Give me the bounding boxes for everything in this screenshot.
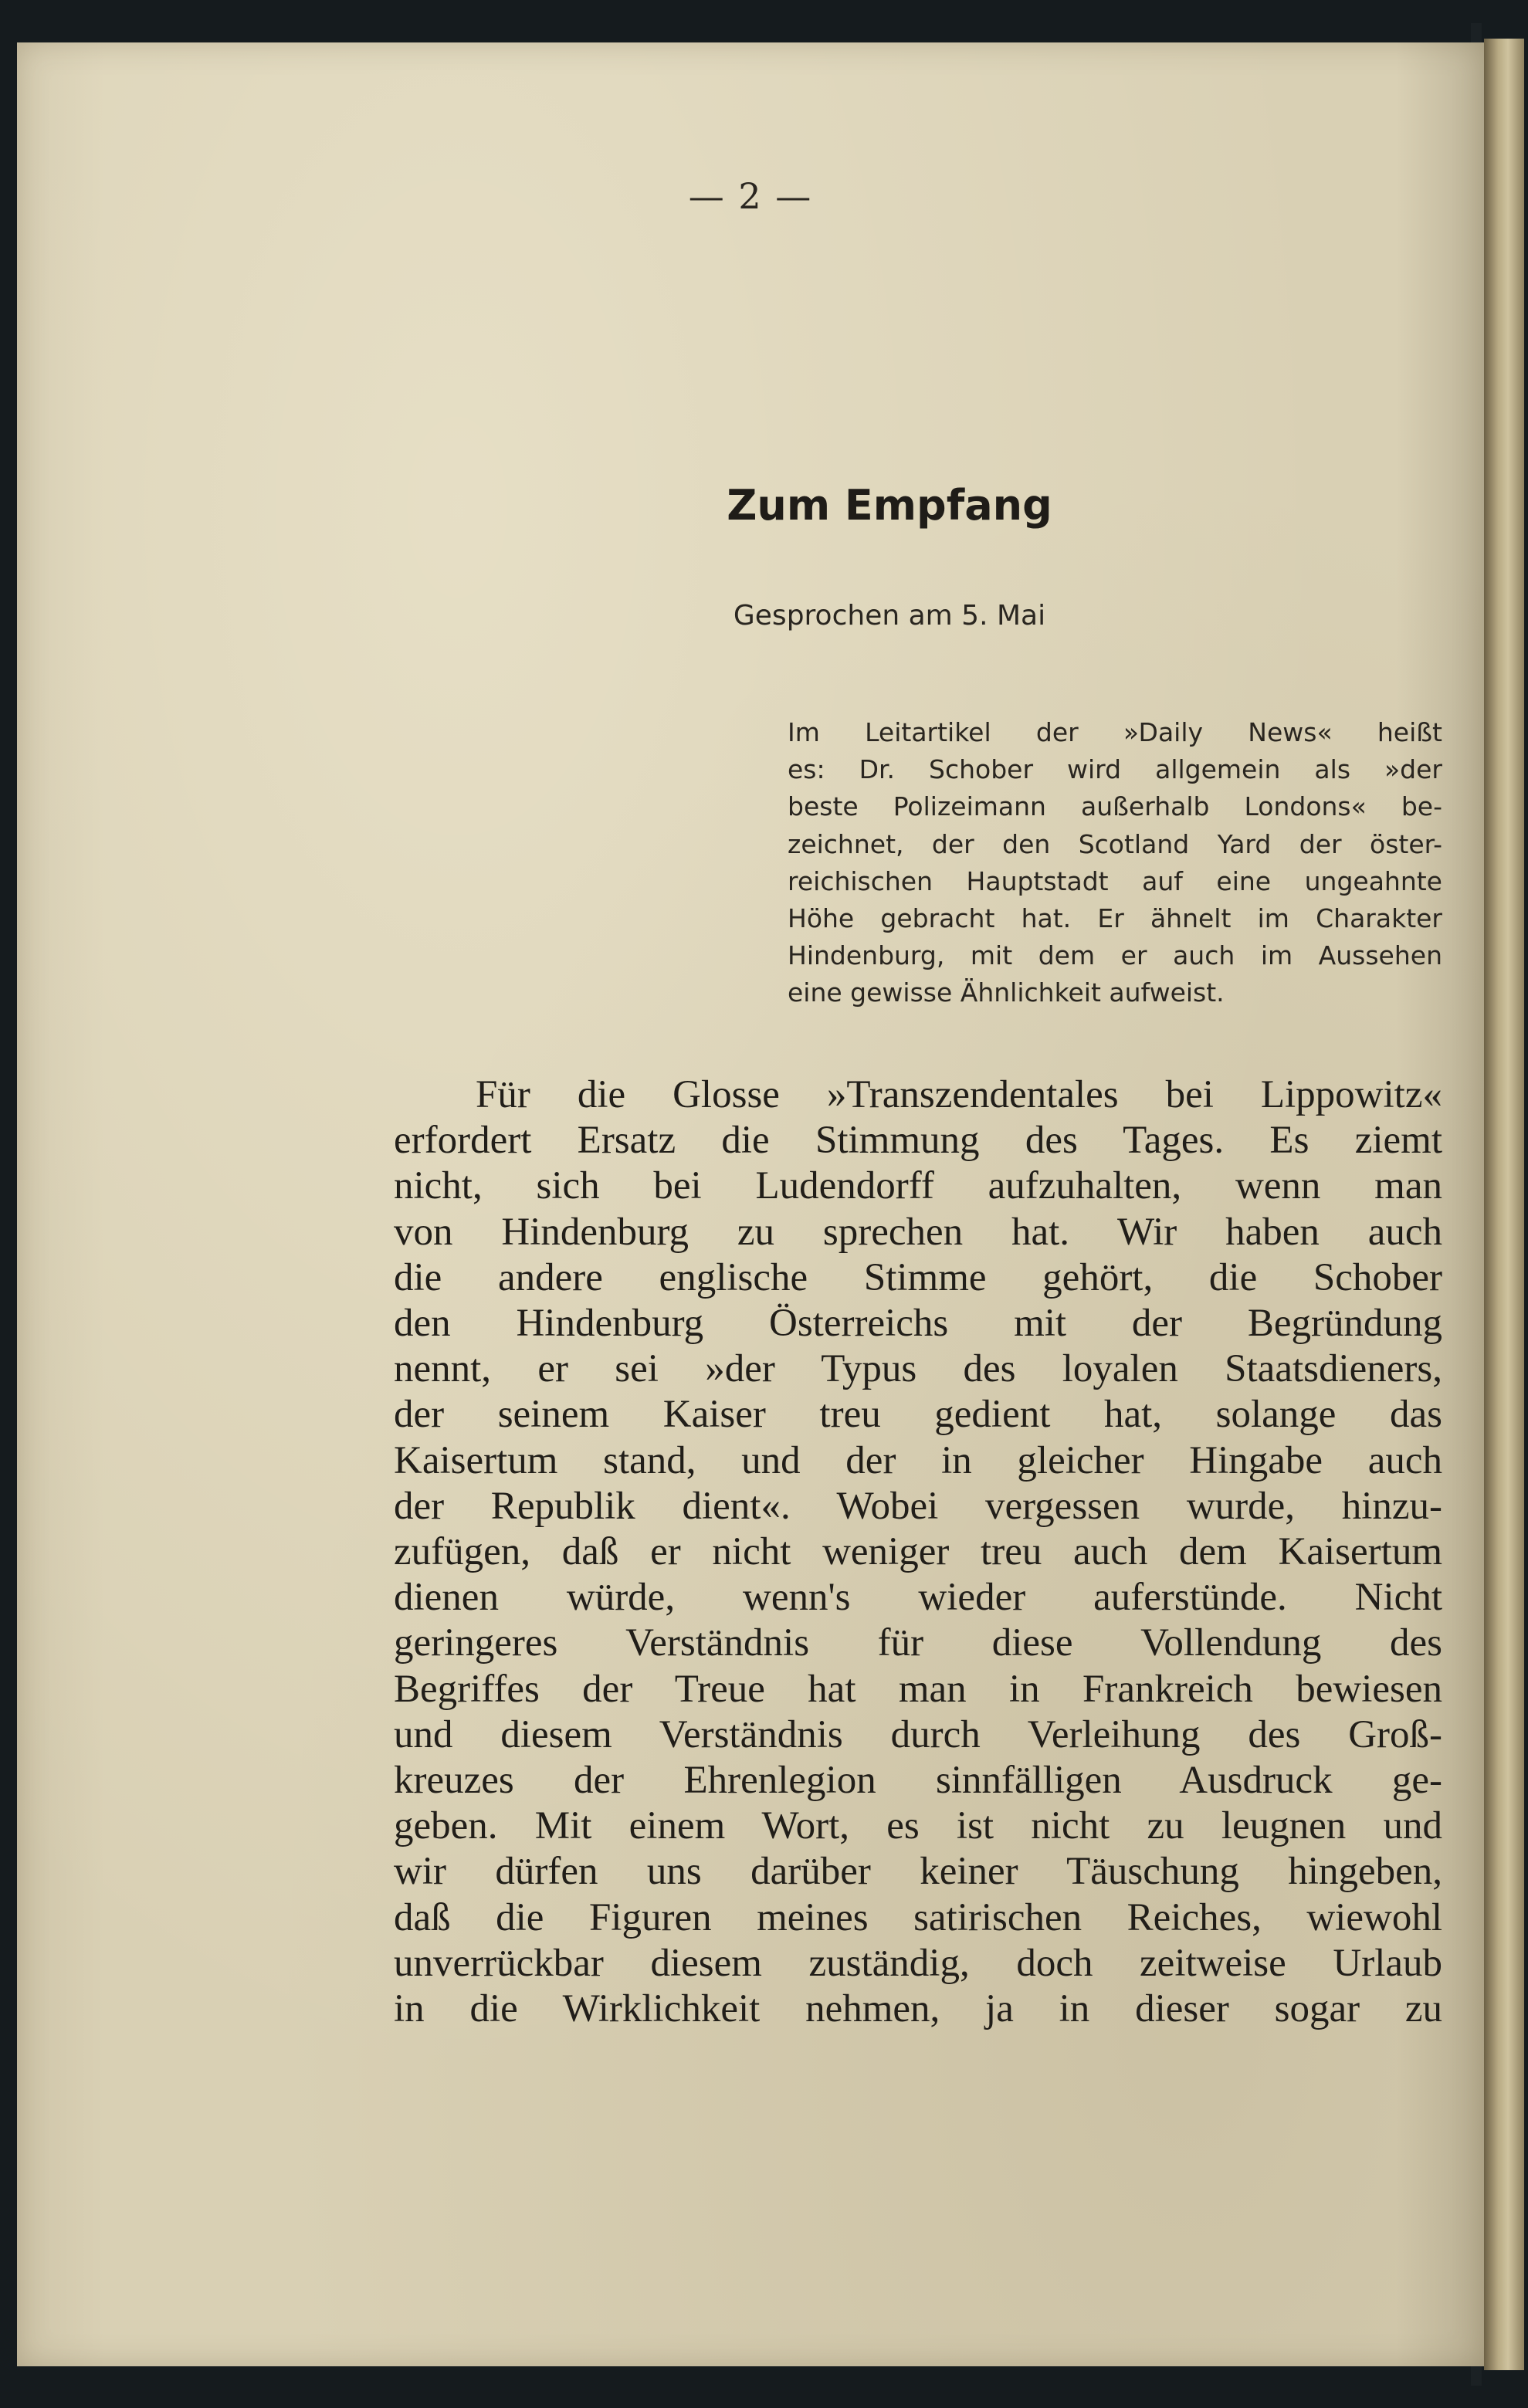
body-line: dienen würde, wenn's wieder auferstünde. Nicht xyxy=(394,1576,1442,1620)
body-line: der Republik dient«. Wobei vergessen wurde, hinzu- xyxy=(394,1484,1442,1528)
body-line: kreuzes der Ehrenlegion sinnfälligen Ausdruck ge- xyxy=(394,1759,1442,1803)
section-title: Zum Empfang xyxy=(727,481,1052,530)
body-paragraph xyxy=(394,1072,1442,2032)
epigraph-quote xyxy=(788,714,1442,1012)
body-line: der seinem Kaiser treu gedient hat, solange das xyxy=(394,1393,1442,1437)
body-line: geben. Mit einem Wort, es ist nicht zu leugnen und xyxy=(394,1804,1442,1848)
body-line: Für die Glosse »Transzendentales bei Lippowitz« xyxy=(476,1073,1442,1116)
epigraph-line: Höhe gebracht hat. Er ähnelt im Charakter xyxy=(788,903,1442,934)
body-line: den Hindenburg Österreichs mit der Begründung xyxy=(394,1302,1442,1346)
body-line: Kaisertum stand, und der in gleicher Hingabe auch xyxy=(394,1438,1442,1482)
body-line: Begriffes der Treue hat man in Frankreich bewiesen xyxy=(394,1667,1442,1711)
body-line: in die Wirklichkeit nehmen, ja in dieser sogar zu xyxy=(394,1987,1442,2031)
epigraph-line: zeichnet, der den Scotland Yard der öster- xyxy=(788,828,1442,859)
body-line: daß die Figuren meines satirischen Reiches, wiewohl xyxy=(394,1895,1442,1939)
body-line: unverrückbar diesem zuständig, doch zeitweise Urlaub xyxy=(394,1941,1442,1985)
epigraph-line: Hindenburg, mit dem er auch im Aussehen xyxy=(788,940,1442,971)
epigraph-line: es: Dr. Schober wird allgemein als »der xyxy=(788,754,1442,785)
body-line: nicht, sich bei Ludendorff aufzuhalten, wenn man xyxy=(394,1164,1442,1208)
body-line: geringeres Verständnis für diese Vollendung des xyxy=(394,1621,1442,1665)
epigraph-line: Im Leitartikel der »Daily News« heißt xyxy=(788,717,1442,747)
epigraph-line: reichischen Hauptstadt auf eine ungeahnte xyxy=(788,865,1442,896)
body-line: von Hindenburg zu sprechen hat. Wir haben auch xyxy=(394,1210,1442,1254)
section-subtitle: Gesprochen am 5. Mai xyxy=(733,600,1046,632)
epigraph-line: beste Polizeimann außerhalb Londons« be- xyxy=(788,791,1442,822)
body-line: die andere englische Stimme gehört, die Schober xyxy=(394,1255,1442,1299)
body-line: wir dürfen uns darüber keiner Täuschung hingeben, xyxy=(394,1850,1442,1894)
body-line: erfordert Ersatz die Stimmung des Tages. Es ziemt xyxy=(394,1119,1442,1163)
book-spine xyxy=(1484,39,1524,2370)
page-number: — 2 — xyxy=(688,175,813,217)
body-line: und diesem Verständnis durch Verleihung des Groß- xyxy=(394,1712,1442,1756)
body-line: zufügen, daß er nicht weniger treu auch dem Kaisertum xyxy=(394,1530,1442,1574)
epigraph-line: eine gewisse Ähnlichkeit aufweist. xyxy=(788,977,1225,1008)
book-page xyxy=(17,42,1484,2366)
body-line: nennt, er sei »der Typus des loyalen Staatsdieners, xyxy=(394,1347,1442,1391)
